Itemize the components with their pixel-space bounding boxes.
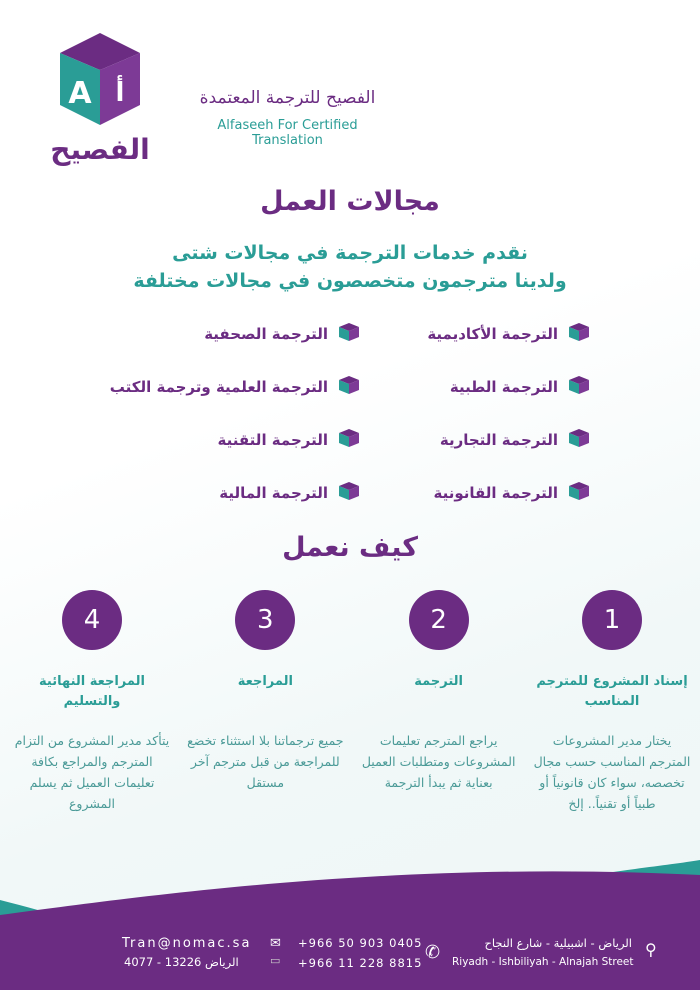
phone-icon: ✆ <box>425 942 441 963</box>
step-1 <box>532 590 692 814</box>
service-label: الترجمة القانونية <box>433 484 558 502</box>
location-pin-icon: ⚲ <box>645 940 657 959</box>
cube-icon <box>568 481 590 505</box>
step-number-circle: 1 <box>582 590 642 650</box>
service-item <box>110 375 360 399</box>
footer-pobox: الرياض 13226 - 4077 <box>124 955 239 969</box>
step-title: إسناد المشروع للمترجم المناسب <box>536 674 688 709</box>
service-item <box>204 322 360 346</box>
logo <box>40 25 160 185</box>
step-description: جميع ترجماتنا بلا استثناء تخضع للمراجعة من قبل مترجم آخر مستقل <box>187 733 344 790</box>
service-label: الترجمة العلمية وترجمة الكتب <box>109 378 328 396</box>
svg-text:A: A <box>68 76 92 111</box>
brand-name-arabic: الفصيح للترجمة المعتمدة <box>199 88 376 108</box>
service-item <box>440 428 590 452</box>
fields-subtitle-2: ولدينا مترجمون متخصصون في مجالات مختلفة <box>133 270 567 292</box>
step-title: المراجعة <box>237 674 293 689</box>
service-item <box>219 481 360 505</box>
service-item <box>427 322 590 346</box>
service-label: الترجمة الأكاديمية <box>427 325 558 343</box>
step-4 <box>12 590 172 814</box>
mailbox-icon: ▭ <box>270 954 281 967</box>
service-label: الترجمة التقنية <box>217 431 328 449</box>
cube-icon <box>568 375 590 399</box>
step-number-circle: 4 <box>62 590 122 650</box>
footer-wave <box>0 860 700 990</box>
service-label: الترجمة التجارية <box>439 431 558 449</box>
logo-wordmark: الفصيح <box>50 133 150 166</box>
step-2 <box>359 590 519 814</box>
steps-row <box>12 590 692 814</box>
cube-icon <box>338 481 360 505</box>
service-item <box>450 375 590 399</box>
step-title: الترجمة <box>414 674 463 689</box>
footer-phone-1[interactable]: +966 50 903 0405 <box>298 936 423 950</box>
service-item <box>218 428 360 452</box>
step-title: المراجعة النهائية والتسليم <box>39 674 145 709</box>
step-description: يختار مدير المشروعات المترجم المناسب حسب مجال تخصصه، سواء كان قانونياً أو طبياً أو تقنياً.. إلخ <box>533 733 691 811</box>
service-item <box>433 481 590 505</box>
cube-logo-icon <box>40 25 160 135</box>
fields-title: مجالات العمل <box>260 186 440 217</box>
step-3 <box>185 590 345 814</box>
footer-email[interactable]: Tran@nomac.sa <box>122 936 252 951</box>
services-left-column <box>110 322 360 505</box>
step-number-circle: 2 <box>409 590 469 650</box>
cube-icon <box>568 322 590 346</box>
svg-text:أ: أ <box>115 78 125 108</box>
step-description: يتأكد مدير المشروع من التزام المترجم والمراجع بكافة تعليمات العميل ثم يسلم المشروع <box>14 733 170 811</box>
how-title: كيف نعمل <box>282 532 418 563</box>
cube-icon <box>568 428 590 452</box>
footer-address-arabic: الرياض - اشبيلية - شارع النجاح <box>484 936 632 950</box>
fields-subtitle-1: نقدم خدمات الترجمة في مجالات شتى <box>172 242 528 264</box>
footer-address-english: Riyadh - Ishbiliyah - Alnajah Street <box>452 956 634 968</box>
service-label: الترجمة الصحفية <box>204 325 328 343</box>
cube-icon <box>338 428 360 452</box>
step-description: يراجع المترجم تعليمات المشروعات ومتطلبات العميل بعناية ثم يبدأ الترجمة <box>361 733 516 790</box>
step-number-circle: 3 <box>235 590 295 650</box>
cube-icon <box>338 375 360 399</box>
brand-name-english: Alfaseeh For Certified Translation <box>217 118 358 148</box>
service-label: الترجمة الطبية <box>449 378 558 396</box>
footer-phone-2[interactable]: +966 11 228 8815 <box>298 956 423 970</box>
services-right-column <box>427 322 590 505</box>
cube-icon <box>338 322 360 346</box>
service-label: الترجمة المالية <box>219 484 328 502</box>
mail-icon: ✉ <box>270 936 281 951</box>
